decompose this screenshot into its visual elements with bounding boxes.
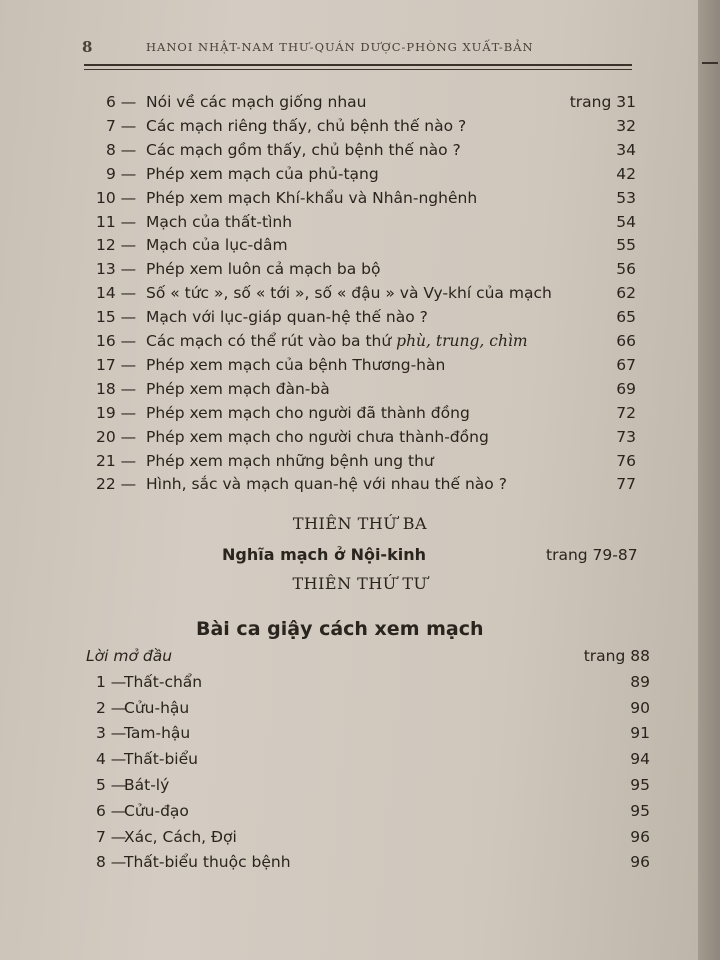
toc-row-page: 69 (616, 379, 636, 398)
toc-row-page: trang 88 (583, 647, 650, 665)
toc-row (0, 141, 720, 165)
toc-row-number: 2 — (96, 698, 127, 717)
toc-row-number: 16 — (96, 332, 137, 350)
toc-row-number: 10 — (96, 188, 137, 207)
toc-row-number: 7 — (106, 116, 137, 135)
toc-title-text: Mạch của thất-tình (146, 212, 293, 231)
toc-row (0, 404, 720, 428)
toc-row-title (146, 236, 288, 254)
toc-row (0, 236, 720, 260)
toc-row-number: 19 — (96, 403, 137, 422)
toc-row (0, 356, 720, 380)
toc-row (0, 284, 720, 308)
toc-row-page: 73 (616, 427, 636, 446)
toc-row-number: 20 — (96, 427, 137, 446)
toc-row-page: 65 (616, 308, 636, 327)
toc-title-text: Phép xem mạch Khí-khẩu và Nhân-nghênh (146, 188, 478, 207)
toc-row-title (124, 673, 202, 691)
toc-title-text: Phép xem mạch cho người đã thành đồng (146, 403, 470, 422)
toc-row-title (124, 853, 291, 871)
toc-title-text: Các mạch riêng thấy, chủ bệnh thế nào ? (146, 116, 467, 135)
toc-row (0, 475, 720, 499)
toc-row-page: 42 (616, 164, 636, 183)
toc-row-page: 95 (630, 776, 650, 794)
toc-row-page: 76 (616, 451, 636, 470)
toc-row-page: trang 31 (569, 93, 636, 111)
toc-row-page: 96 (630, 827, 650, 846)
toc-row-title (146, 213, 292, 231)
toc-row-page: 91 (630, 724, 650, 743)
header-rule-thin (84, 69, 632, 70)
toc-row-title (146, 117, 466, 135)
toc-row-title (146, 141, 461, 159)
toc-row-title (124, 750, 198, 768)
toc-row-title (124, 699, 189, 717)
toc-row-number: 11 — (96, 212, 137, 231)
toc-row-title (124, 802, 189, 820)
toc-title-text: Phép xem luôn cả mạch ba bộ (146, 260, 381, 279)
toc-row (0, 750, 720, 774)
toc-row-number: 22 — (96, 475, 137, 494)
toc-row (0, 452, 720, 476)
toc-row (0, 189, 720, 213)
toc-title-text: Hình, sắc và mạch quan-hệ với nhau thế nào ? (146, 475, 507, 494)
toc-row-page: 77 (616, 475, 636, 494)
toc-row-number: 8 — (106, 140, 137, 159)
toc-row-title (146, 404, 470, 422)
toc-row-number: 6 — (106, 93, 137, 111)
toc-row (0, 776, 720, 800)
toc-row-number: 8 — (96, 853, 127, 872)
toc-title-text: Bát-lý (124, 776, 170, 794)
toc-row-number: 14 — (96, 284, 137, 303)
toc-row-title (146, 332, 528, 350)
toc-row-number: 4 — (96, 750, 127, 769)
toc-row (0, 853, 720, 877)
toc-row-page: 53 (616, 188, 636, 207)
toc-row (0, 699, 720, 723)
toc-row-page: 55 (616, 236, 636, 255)
toc-row-page: 54 (616, 212, 636, 231)
toc-row (0, 673, 720, 697)
toc-title-text: Xác, Cách, Đợi (124, 827, 237, 846)
toc-row (0, 380, 720, 404)
toc-title-text: Thất-biểu (124, 750, 198, 769)
toc-row-title (124, 776, 169, 794)
toc-row-title (146, 165, 379, 183)
toc-title-text: Phép xem mạch của bệnh Thương-hàn (146, 355, 446, 374)
section-title-4: Bài ca giậy cách xem mạch (196, 618, 484, 640)
toc-row-title (146, 260, 381, 278)
toc-row-title (146, 428, 489, 446)
running-header (82, 38, 630, 62)
toc-row (0, 117, 720, 141)
toc-row (0, 647, 720, 671)
publisher-line: HANOI NHẬT-NAM THƯ-QUÁN DƯỢC-PHÒNG XUẤT-BẢN (146, 40, 534, 54)
toc-row (0, 724, 720, 748)
toc-row (0, 828, 720, 852)
toc-row-number: 7 — (96, 827, 127, 846)
toc-row-number: 1 — (96, 672, 127, 691)
toc-title-text: Nói về các mạch giống nhau (146, 93, 367, 111)
toc-row-title (146, 308, 428, 326)
toc-row-page: 66 (616, 332, 636, 350)
toc-title-text: Lời mở đầu (86, 647, 173, 665)
toc-row-number: 15 — (96, 308, 137, 327)
toc-row-page: 90 (630, 698, 650, 717)
toc-title-text: Cửu-đạo (124, 801, 189, 820)
toc-row-number: 3 — (96, 724, 127, 743)
toc-title-italic: phù, trung, chìm (396, 332, 528, 350)
toc-row-number: 21 — (96, 451, 137, 470)
toc-row-page: 32 (616, 116, 636, 135)
toc-row-page: 34 (616, 140, 636, 159)
toc-row (0, 332, 720, 356)
toc-title-text: Phép xem mạch những bệnh ung thư (146, 451, 434, 470)
page-number: 8 (82, 38, 93, 56)
toc-row (0, 93, 720, 117)
toc-row-page: 96 (630, 853, 650, 872)
toc-row-page: 56 (616, 260, 636, 279)
toc-title-text: Số « tức », số « tới », số « đậu » và Vy-khí của mạch (146, 284, 552, 303)
toc-title-text: Thất-chẩn (124, 672, 203, 691)
toc-title-text: Các mạch gồm thấy, chủ bệnh thế nào ? (146, 140, 461, 159)
toc-row (0, 802, 720, 826)
section-heading-4: THIÊN THỨ TƯ (292, 574, 428, 593)
toc-title-text: Các mạch có thể rút vào ba thứ (146, 332, 397, 350)
toc-title-text: Mạch của lục-dâm (146, 236, 288, 255)
toc-row-page: 95 (630, 801, 650, 820)
toc-row (0, 428, 720, 452)
toc-row (0, 308, 720, 332)
header-rule (84, 64, 632, 66)
toc-row-title (124, 828, 237, 846)
toc-row-number: 6 — (96, 801, 127, 820)
toc-title-text: Phép xem mạch của phủ-tạng (146, 164, 379, 183)
toc-row (0, 260, 720, 284)
toc-row (0, 213, 720, 237)
toc-row-title (146, 93, 366, 111)
toc-title-text: Mạch với lục-giáp quan-hệ thế nào ? (146, 308, 428, 327)
section-title-3: Nghĩa mạch ở Nội-kinh (222, 545, 426, 564)
toc-row-page: 94 (630, 750, 650, 769)
toc-row-number: 12 — (96, 236, 137, 255)
toc-row-title (146, 356, 445, 374)
next-page-mark (702, 62, 718, 64)
toc-row-page: 89 (630, 672, 650, 691)
toc-title-text: Phép xem mạch đàn-bà (146, 379, 330, 398)
toc-row-number: 9 — (106, 164, 137, 183)
section-pages-3: trang 79-87 (546, 546, 638, 564)
toc-row-title (146, 475, 507, 493)
toc-title-text: Phép xem mạch cho người chưa thành-đồng (146, 427, 489, 446)
toc-title-text: Tam-hậu (124, 724, 191, 743)
toc-row-title (146, 380, 330, 398)
toc-row-title (146, 189, 477, 207)
toc-row-page: 67 (616, 355, 636, 374)
toc-row (0, 165, 720, 189)
section-heading-3: THIÊN THỨ BA (292, 514, 428, 533)
toc-title-text: Cửu-hậu (124, 698, 190, 717)
toc-row-number: 5 — (96, 776, 127, 794)
toc-row-number: 13 — (96, 260, 137, 279)
toc-row-number: 17 — (96, 355, 137, 374)
toc-row-title (124, 724, 190, 742)
toc-title-text: Thất-biểu thuộc bệnh (124, 853, 291, 872)
toc-row-title (86, 647, 172, 665)
toc-row-title (146, 452, 434, 470)
toc-row-page: 62 (616, 284, 636, 303)
toc-row-title (146, 284, 552, 302)
toc-row-number: 18 — (96, 379, 137, 398)
toc-row-page: 72 (616, 403, 636, 422)
